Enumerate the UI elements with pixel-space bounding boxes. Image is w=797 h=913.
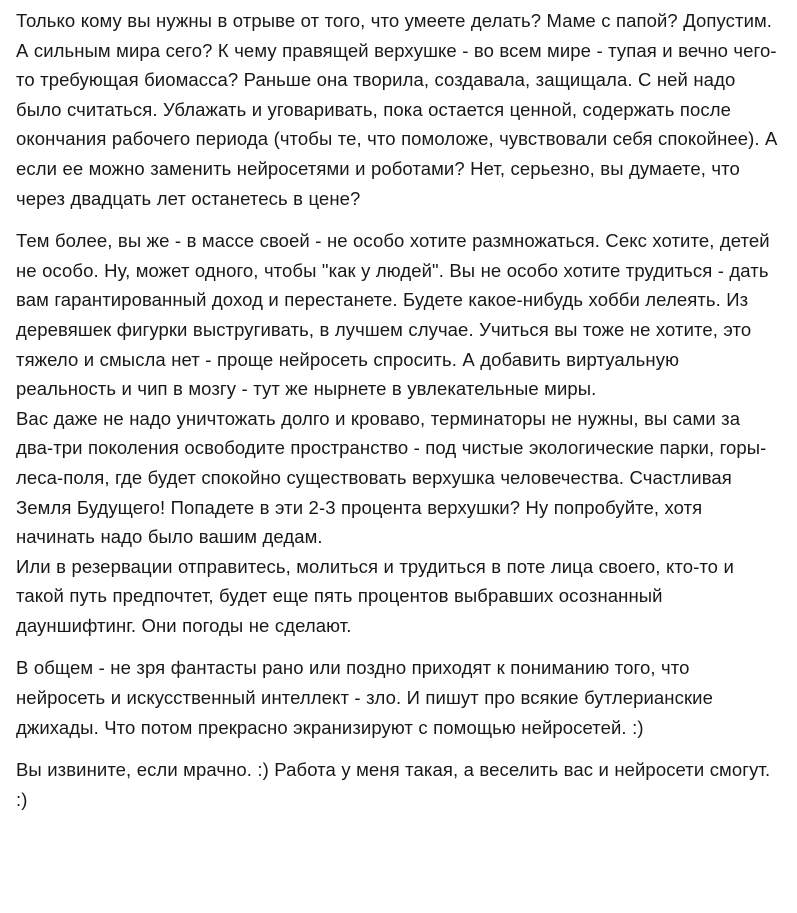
paragraph-2 xyxy=(16,226,781,640)
paragraph-4 xyxy=(16,755,781,814)
paragraph-1-block-1: Только кому вы нужны в отрыве от того, что умеете делать? Маме с папой? Допустим. А сильным мира сего? К чему правящей верхушке - во всем мире - тупая и вечно чего-то требующая биомасса? Раньше она творила, создавала, защищала. С ней надо было считаться. Ублажать и уговаривать, пока остается ценной, содержать после окончания рабочего периода (чтобы те, что помоложе, чувствовали себя спокойнее). А если ее можно заменить нейросетями и роботами? Нет, серьезно, вы думаете, что через двадцать лет останетесь в цене? xyxy=(16,10,778,209)
paragraph-1 xyxy=(16,6,781,213)
paragraph-4-block-1: Вы извините, если мрачно. :) Работа у меня такая, а веселить вас и нейросети смогут. :) xyxy=(16,759,771,810)
paragraph-2-block-3: Или в резервации отправитесь, молиться и трудиться в поте лица своего, кто-то и такой путь предпочтет, будет еще пять процентов выбравших осознанный дауншифтинг. Они погоды не сделают. xyxy=(16,555,734,636)
paragraph-2-block-1: Тем более, вы же - в массе своей - не особо хотите размножаться. Секс хотите, детей не особо. Ну, может одного, чтобы "как у людей". Вы не особо хотите трудиться - дать вам гарантированный доход и перестанете. Будете какое-нибудь хобби лелеять. Из деревяшек фигурки выстругивать, в лучшем случае. Учиться вы тоже не хотите, это тяжело и смысла нет - проще нейросеть спросить. А добавить виртуальную реальность и чип в мозгу - тут же нырнете в увлекательные миры. xyxy=(16,230,770,400)
paragraph-3-block-1: В общем - не зря фантасты рано или поздно приходят к пониманию того, что нейросеть и искусственный интеллект - зло. И пишут про всякие бутлерианские джихады. Что потом прекрасно экранизируют с помощью нейросетей. :) xyxy=(16,657,713,738)
paragraph-3 xyxy=(16,653,781,742)
paragraph-2-block-2: Вас даже не надо уничтожать долго и кроваво, терминаторы не нужны, вы сами за два-три поколения освободите пространство - под чистые экологические парки, горы-леса-поля, где будет спокойно существовать верхушка человечества. Счастливая Земля Будущего! Попадете в эти 2-3 процента верхушки? Ну попробуйте, хотя начинать надо было вашим дедам. xyxy=(16,407,767,548)
